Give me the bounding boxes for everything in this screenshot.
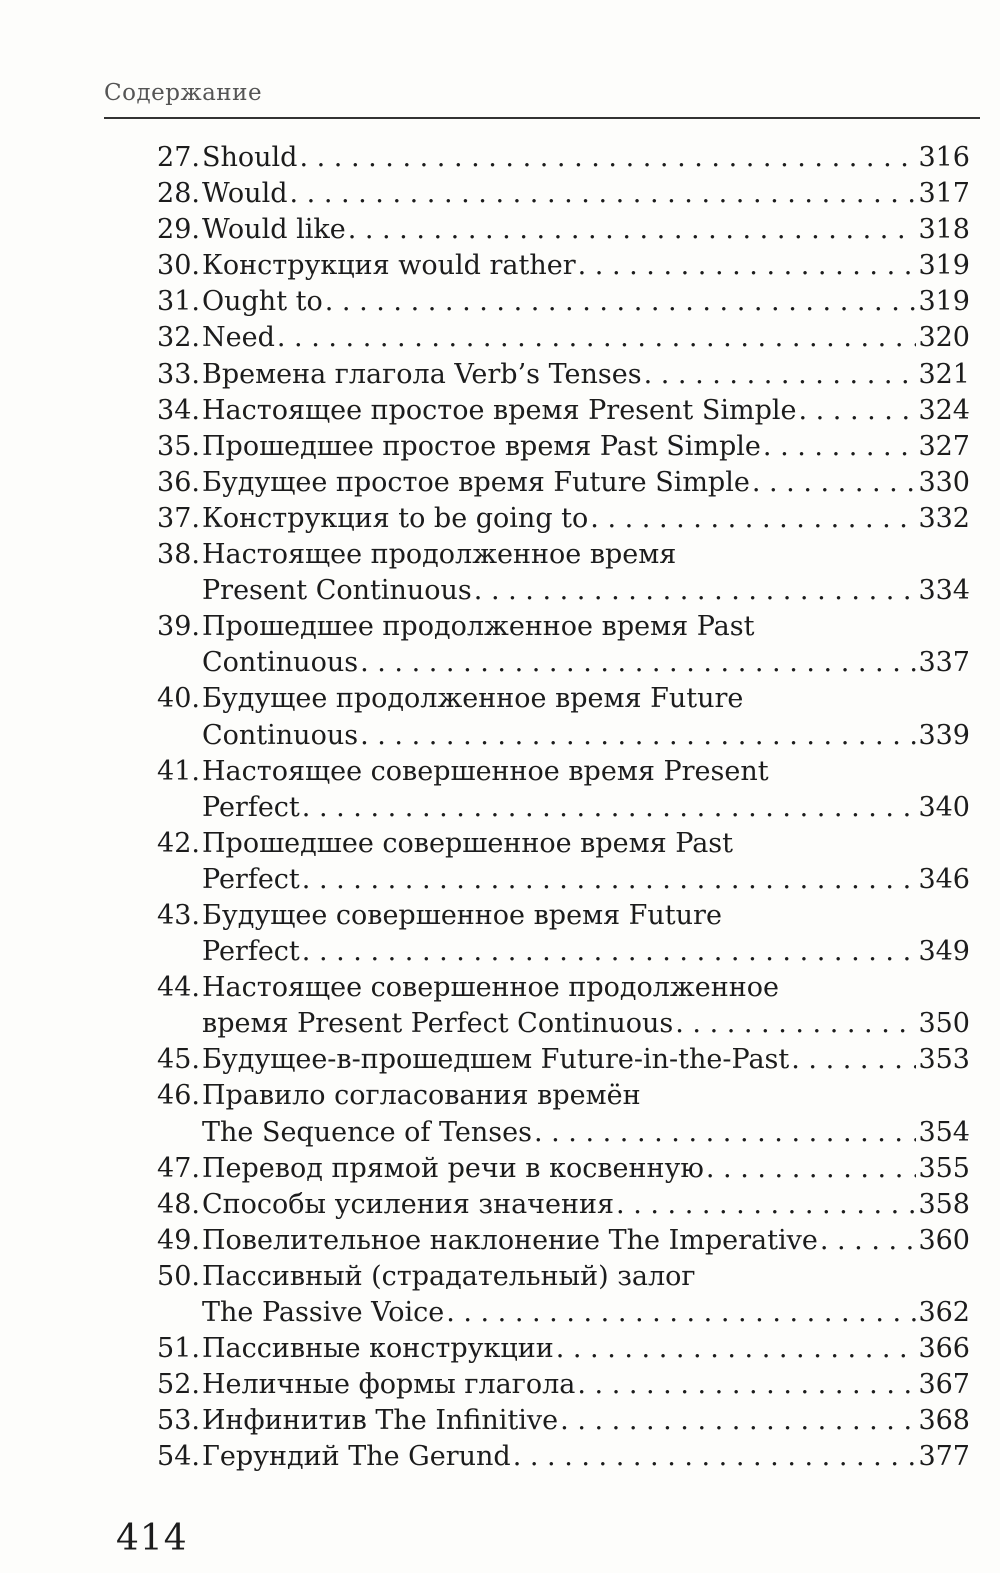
toc-entry bbox=[134, 898, 970, 970]
toc-entry-leader-line bbox=[202, 1006, 970, 1042]
toc-entry-page: 319 bbox=[918, 286, 970, 318]
toc-entry-page: 368 bbox=[918, 1405, 970, 1437]
toc-entry-number: 35. bbox=[157, 430, 200, 462]
toc-entry-number: 52. bbox=[157, 1369, 200, 1401]
toc-entry-body bbox=[202, 429, 970, 465]
toc-entry-leader-line bbox=[202, 212, 970, 248]
dot-leader bbox=[614, 1187, 916, 1223]
toc-entry-body bbox=[202, 284, 970, 320]
toc-entry-title: Перевод прямой речи в косвенную bbox=[202, 1152, 704, 1184]
toc-entry-leader-line bbox=[202, 1367, 970, 1403]
toc-entry-number: 38. bbox=[157, 539, 200, 571]
toc-entry-leader-line bbox=[202, 934, 970, 970]
toc-entry-number: 54. bbox=[157, 1441, 200, 1473]
toc-entry-page: 358 bbox=[918, 1188, 970, 1220]
toc-entry-leader-line bbox=[202, 176, 970, 212]
toc-entry-body bbox=[202, 826, 970, 898]
toc-entry-body bbox=[202, 1223, 970, 1259]
toc-entry-body bbox=[202, 537, 970, 609]
dot-leader bbox=[300, 934, 917, 970]
toc-entry-body bbox=[202, 1403, 970, 1439]
toc-entry bbox=[134, 970, 970, 1042]
toc-entry-body bbox=[202, 212, 970, 248]
toc-entry bbox=[134, 1223, 970, 1259]
toc-entry-page: 355 bbox=[918, 1152, 970, 1184]
toc-entry-title: Would bbox=[202, 178, 288, 210]
toc-entry-title: Continuous bbox=[202, 647, 359, 679]
dot-leader bbox=[346, 212, 917, 248]
toc-entry-number: 33. bbox=[157, 358, 200, 390]
toc-entry bbox=[134, 357, 970, 393]
toc-entry-leader-line bbox=[202, 718, 970, 754]
toc-entry-number: 40. bbox=[157, 683, 200, 715]
toc-entry-page: 350 bbox=[918, 1008, 970, 1040]
toc-entry bbox=[134, 393, 970, 429]
dot-leader bbox=[673, 1006, 916, 1042]
toc-entry-title: Perfect bbox=[202, 863, 300, 895]
toc-entry-number: 32. bbox=[157, 322, 200, 354]
dot-leader bbox=[575, 1367, 916, 1403]
toc-entry bbox=[134, 1403, 970, 1439]
toc-entry-body bbox=[202, 176, 970, 212]
dot-leader bbox=[704, 1151, 917, 1187]
toc-entry-page: 340 bbox=[918, 791, 970, 823]
toc-entry-body bbox=[202, 501, 970, 537]
toc-entry-body bbox=[202, 393, 970, 429]
toc-entry bbox=[134, 1439, 970, 1475]
toc-entry-body bbox=[202, 1331, 970, 1367]
toc-entry-leader-line bbox=[202, 140, 970, 176]
toc-entry-number: 50. bbox=[157, 1260, 200, 1292]
toc-entry-page: 324 bbox=[918, 394, 970, 426]
toc-entry-leader-line bbox=[202, 1223, 970, 1259]
toc-entry-leader-line bbox=[202, 357, 970, 393]
dot-leader bbox=[511, 1439, 917, 1475]
table-of-contents bbox=[134, 140, 970, 1475]
toc-entry-title: Ought to bbox=[202, 286, 323, 318]
dot-leader bbox=[796, 393, 916, 429]
toc-entry-leader-line bbox=[202, 1295, 970, 1331]
toc-entry bbox=[134, 320, 970, 356]
toc-entry-page: 320 bbox=[918, 322, 970, 354]
toc-entry-body bbox=[202, 248, 970, 284]
toc-entry-number: 41. bbox=[157, 755, 200, 787]
toc-entry-title-line: Настоящее совершенное время Present bbox=[202, 755, 769, 787]
toc-entry-number: 36. bbox=[157, 466, 200, 498]
toc-entry-body bbox=[202, 1042, 970, 1078]
dot-leader bbox=[588, 501, 916, 537]
dot-leader bbox=[323, 284, 917, 320]
toc-entry-title: Need bbox=[202, 322, 275, 354]
toc-entry-page: 360 bbox=[918, 1224, 970, 1256]
toc-entry-title-line: Будущее совершенное время Future bbox=[202, 899, 722, 931]
toc-entry-title: Неличные формы глагола bbox=[202, 1369, 576, 1401]
toc-entry-page: 316 bbox=[918, 142, 970, 173]
toc-entry-body bbox=[202, 140, 970, 176]
toc-entry bbox=[134, 609, 970, 681]
toc-entry-title-line: Прошедшее продолженное время Past bbox=[202, 611, 755, 643]
dot-leader bbox=[300, 862, 917, 898]
toc-entry-leader-line bbox=[202, 501, 970, 537]
toc-entry-body bbox=[202, 681, 970, 753]
toc-entry bbox=[134, 681, 970, 753]
toc-entry bbox=[134, 1367, 970, 1403]
toc-entry-page: 319 bbox=[918, 250, 970, 282]
toc-entry-title: Прошедшее простое время Past Simple bbox=[202, 430, 761, 462]
toc-entry bbox=[134, 429, 970, 465]
toc-entry-title: The Sequence of Tenses bbox=[202, 1116, 532, 1148]
toc-entry-title-line: Будущее продолженное время Future bbox=[202, 683, 744, 715]
toc-entry-title: время Present Perfect Continuous bbox=[202, 1008, 674, 1040]
toc-entry-number: 46. bbox=[157, 1080, 200, 1112]
toc-entry-number: 53. bbox=[157, 1405, 200, 1437]
dot-leader bbox=[358, 645, 916, 681]
toc-entry-number: 48. bbox=[157, 1188, 200, 1220]
toc-entry-page: 346 bbox=[918, 863, 970, 895]
toc-entry bbox=[134, 176, 970, 212]
toc-entry-title: Perfect bbox=[202, 791, 300, 823]
toc-entry bbox=[134, 140, 970, 176]
toc-entry-body bbox=[202, 320, 970, 356]
toc-entry-leader-line bbox=[202, 1403, 970, 1439]
toc-entry-body bbox=[202, 1367, 970, 1403]
dot-leader bbox=[300, 790, 917, 826]
toc-entry-leader-line bbox=[202, 1331, 970, 1367]
toc-entry-leader-line bbox=[202, 1187, 970, 1223]
toc-entry-number: 28. bbox=[157, 178, 200, 210]
toc-entry-body bbox=[202, 465, 970, 501]
toc-entry-title: Конструкция to be going to bbox=[202, 502, 589, 534]
dot-leader bbox=[576, 248, 917, 284]
toc-entry-number: 34. bbox=[157, 394, 200, 426]
toc-entry-page: 366 bbox=[918, 1333, 970, 1365]
toc-entry-page: 367 bbox=[918, 1369, 970, 1401]
toc-entry-number: 51. bbox=[157, 1333, 200, 1365]
toc-entry-body bbox=[202, 754, 970, 826]
toc-entry bbox=[134, 1187, 970, 1223]
toc-entry-page: 339 bbox=[918, 719, 970, 751]
toc-entry-body bbox=[202, 1151, 970, 1187]
toc-entry-page: 362 bbox=[918, 1297, 970, 1328]
toc-entry-number: 37. bbox=[157, 502, 200, 534]
toc-entry-leader-line bbox=[202, 1151, 970, 1187]
toc-entry-title: Настоящее простое время Present Simple bbox=[202, 394, 797, 426]
toc-entry-page: 377 bbox=[918, 1441, 970, 1473]
toc-entry-title: Would like bbox=[202, 214, 346, 246]
toc-entry-title: Способы усиления значения bbox=[202, 1188, 615, 1220]
toc-entry bbox=[134, 826, 970, 898]
toc-entry-number: 30. bbox=[157, 250, 200, 282]
toc-entry-number: 43. bbox=[157, 899, 200, 931]
toc-entry-number: 42. bbox=[157, 827, 200, 859]
toc-entry-body bbox=[202, 609, 970, 681]
toc-entry-body bbox=[202, 898, 970, 970]
toc-entry bbox=[134, 537, 970, 609]
toc-entry-leader-line bbox=[202, 320, 970, 356]
toc-entry-body bbox=[202, 357, 970, 393]
toc-entry-title-line: Настоящее совершенное продолженное bbox=[202, 972, 779, 1004]
toc-entry-title: Инфинитив The Infinitive bbox=[202, 1405, 559, 1437]
running-header: Содержание bbox=[104, 80, 263, 106]
toc-entry-page: 321 bbox=[918, 358, 970, 390]
toc-entry-number: 39. bbox=[157, 611, 200, 643]
toc-entry bbox=[134, 248, 970, 284]
dot-leader bbox=[287, 176, 916, 212]
toc-entry-leader-line bbox=[202, 284, 970, 320]
toc-entry-number: 47. bbox=[157, 1152, 200, 1184]
toc-entry-body bbox=[202, 1259, 970, 1331]
toc-entry-page: 318 bbox=[918, 214, 970, 246]
toc-entry-number: 44. bbox=[157, 972, 200, 1004]
dot-leader bbox=[472, 573, 917, 609]
toc-entry-body bbox=[202, 970, 970, 1042]
header-rule bbox=[104, 117, 980, 119]
toc-entry-page: 334 bbox=[918, 575, 970, 607]
toc-entry-number: 27. bbox=[157, 142, 200, 173]
toc-entry bbox=[134, 1259, 970, 1331]
toc-entry bbox=[134, 501, 970, 537]
toc-entry-title: Should bbox=[202, 142, 298, 173]
toc-entry-leader-line bbox=[202, 790, 970, 826]
toc-entry-number: 49. bbox=[157, 1224, 200, 1256]
toc-entry-title: Будущее простое время Future Simple bbox=[202, 466, 750, 498]
toc-entry-title: Пассивные конструкции bbox=[202, 1333, 554, 1365]
dot-leader bbox=[297, 140, 916, 176]
toc-entry bbox=[134, 1042, 970, 1078]
toc-entry-body bbox=[202, 1439, 970, 1475]
dot-leader bbox=[818, 1223, 917, 1259]
toc-entry-leader-line bbox=[202, 1042, 970, 1078]
toc-entry-title-line: Пассивный (страдательный) залог bbox=[202, 1260, 696, 1292]
toc-entry-leader-line bbox=[202, 393, 970, 429]
dot-leader bbox=[789, 1042, 916, 1078]
toc-entry bbox=[134, 284, 970, 320]
toc-entry-title: Будущее-в-прошедшем Future-in-the-Past bbox=[202, 1044, 790, 1076]
toc-entry-body bbox=[202, 1078, 970, 1150]
dot-leader bbox=[554, 1331, 917, 1367]
toc-entry bbox=[134, 1078, 970, 1150]
toc-entry-number: 29. bbox=[157, 214, 200, 246]
toc-entry-number: 45. bbox=[157, 1044, 200, 1076]
toc-entry-title: Конструкция would rather bbox=[202, 250, 576, 282]
dot-leader bbox=[532, 1115, 916, 1151]
toc-entry-leader-line bbox=[202, 1439, 970, 1475]
toc-entry-page: 327 bbox=[918, 430, 970, 462]
toc-entry-leader-line bbox=[202, 573, 970, 609]
dot-leader bbox=[761, 429, 917, 465]
toc-entry-leader-line bbox=[202, 645, 970, 681]
toc-entry-title-line: Прошедшее совершенное время Past bbox=[202, 827, 733, 859]
toc-entry-title: The Passive Voice bbox=[202, 1297, 445, 1328]
toc-entry-page: 332 bbox=[918, 502, 970, 534]
toc-entry bbox=[134, 1151, 970, 1187]
dot-leader bbox=[444, 1295, 916, 1331]
toc-entry bbox=[134, 1331, 970, 1367]
toc-entry-title: Повелительное наклонение The Imperative bbox=[202, 1224, 818, 1256]
toc-entry-title: Герундий The Gerund bbox=[202, 1441, 511, 1473]
dot-leader bbox=[358, 718, 916, 754]
toc-entry-page: 337 bbox=[918, 647, 970, 679]
page-number: 414 bbox=[116, 1518, 188, 1559]
toc-entry-title: Perfect bbox=[202, 936, 300, 968]
toc-entry-leader-line bbox=[202, 1115, 970, 1151]
dot-leader bbox=[275, 320, 917, 356]
dot-leader bbox=[750, 465, 917, 501]
dot-leader bbox=[642, 357, 917, 393]
toc-entry bbox=[134, 465, 970, 501]
dot-leader bbox=[558, 1403, 916, 1439]
toc-entry bbox=[134, 754, 970, 826]
toc-entry-page: 330 bbox=[918, 466, 970, 498]
toc-entry-page: 353 bbox=[918, 1044, 970, 1076]
toc-entry bbox=[134, 212, 970, 248]
toc-entry-title: Времена глагола Verb’s Tenses bbox=[202, 358, 642, 390]
toc-entry-number: 31. bbox=[157, 286, 200, 318]
toc-entry-title: Present Continuous bbox=[202, 575, 472, 607]
toc-entry-title: Continuous bbox=[202, 719, 359, 751]
toc-entry-title-line: Правило согласования времён bbox=[202, 1080, 641, 1112]
toc-entry-page: 349 bbox=[918, 936, 970, 968]
toc-entry-leader-line bbox=[202, 862, 970, 898]
toc-entry-leader-line bbox=[202, 465, 970, 501]
toc-entry-leader-line bbox=[202, 248, 970, 284]
toc-entry-body bbox=[202, 1187, 970, 1223]
toc-entry-title-line: Настоящее продолженное время bbox=[202, 539, 677, 571]
toc-entry-leader-line bbox=[202, 429, 970, 465]
toc-entry-page: 317 bbox=[918, 178, 970, 210]
toc-entry-page: 354 bbox=[918, 1116, 970, 1148]
